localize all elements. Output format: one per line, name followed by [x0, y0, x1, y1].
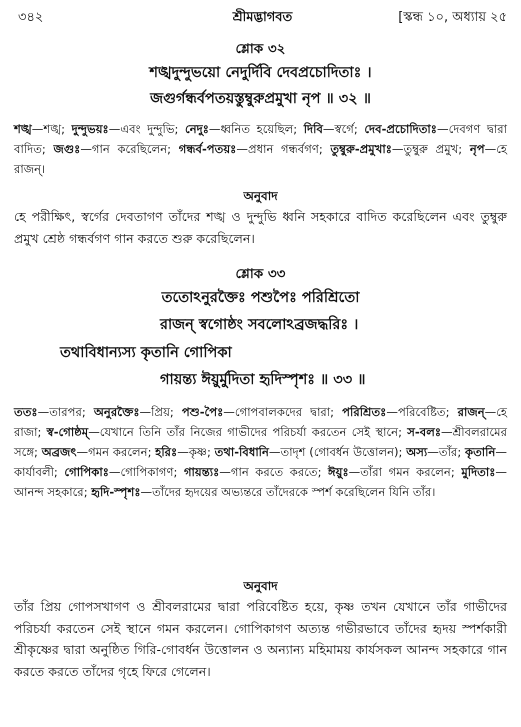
synonym-meaning: —কৃষ্ণ; [177, 445, 215, 459]
synonym-meaning: —তাঁদের হৃদয়ের অভ্যন্তরে তাঁদেরকে স্পর্শ করেছিলেন যিনি তাঁর। [140, 485, 436, 499]
synonym-meaning: —গমন করলেন; [76, 445, 156, 459]
verse-33-line-2: রাজন্ স্বগোষ্ঠং সবলোঽব্রজদ্ধরিঃ । [160, 317, 359, 333]
synonym-meaning: —যেখানে তিনি তাঁর নিজের গাভীদের পরিচর্যা করতেন সেই স্থানে; [88, 425, 408, 439]
synonym-meaning: —তাঁর; [427, 445, 465, 459]
page-number: ৩৪২ [18, 10, 44, 25]
synonym-meaning: —প্রধান গন্ধর্বগণ; [236, 142, 331, 156]
synonym-word: গোপিকাঃ [64, 465, 109, 479]
verse-33-line-1: ততোঽনুরক্তৈঃ পশুপৈঃ পরিশ্রিতো [161, 290, 360, 306]
synonym-meaning: —পরিবেষ্টিত; [386, 405, 458, 419]
synonym-word: মুদিতাঃ [461, 465, 496, 479]
synonym-word: তথা-বিধানি [214, 445, 269, 459]
synonym-meaning: —গান করতে করতে; [219, 465, 329, 479]
synonym-word: নেদুঃ [184, 122, 209, 136]
synonym-word: জগুঃ [53, 142, 81, 156]
synonym-meaning: —এবং দুন্দুভি; [108, 122, 185, 136]
verse-33-synonyms [14, 402, 507, 502]
synonym-word: দিবি [303, 122, 323, 136]
synonym-meaning: —গোপবালকদের দ্বারা; [223, 405, 343, 419]
verse-32-synonyms [14, 119, 507, 179]
synonym-meaning: —শ্রীবলরামের সঙ্গে; [14, 425, 507, 459]
synonym-word: দুন্দুভয়ঃ [71, 122, 109, 136]
synonym-meaning: —তুম্বুরু প্রমুখ; [391, 142, 470, 156]
synonym-meaning: —হে রাজন্। [14, 142, 508, 176]
section-reference: [স্কন্ধ ১০, অধ্যায় ২৫ [398, 10, 507, 25]
synonym-word: পশু-পৈঃ [181, 405, 224, 419]
synonym-meaning: —স্বর্গে; [322, 122, 365, 136]
verse-32-translation: হে পরীক্ষিৎ, স্বর্গের দেবতাগণ তাঁদের শঙ্খ ও দুন্দুভি ধ্বনি সহকারে বাদিত করেছিলেন এবং তুম্বুরু প্রমুখ শ্রেষ্ঠ গন্ধর্বগণ গান করতে শুরু করেছিলেন। [14, 209, 507, 246]
synonym-word: ঈয়ুঃ [328, 465, 349, 479]
synonym-meaning: —তাঁরা গমন করলেন; [348, 465, 462, 479]
synonym-meaning: —তারপর; [37, 405, 94, 419]
synonym-meaning: —শঙ্খ; [31, 122, 72, 136]
synonym-word: নৃপ [469, 142, 485, 156]
synonym-meaning: —তাদৃশ (গোবর্ধন উত্তোলন); [268, 445, 407, 459]
verse-32-translation-heading: অনুবাদ [243, 189, 278, 203]
verse-32-heading: শ্লোক ৩২ [235, 41, 286, 57]
synonym-word: তুম্বুরু-প্রমুখাঃ [330, 142, 392, 156]
verse-32-line-1: শঙ্খদুন্দুভয়ো নেদুর্দিবি দেবপ্রচোদিতাঃ । [149, 65, 372, 81]
synonym-word: দেব-প্রচোদিতাঃ [364, 122, 437, 136]
verse-33-heading: শ্লোক ৩৩ [235, 266, 286, 282]
synonym-word: স-বলঃ [407, 425, 442, 439]
synonym-word: হৃদি-স্পৃশঃ [91, 485, 141, 499]
synonym-word: গায়ন্ত্যঃ [183, 465, 220, 479]
synonym-meaning: —দেবগণ দ্বারা বাদিত; [14, 122, 507, 156]
synonym-word: শঙ্খ [14, 122, 32, 136]
synonym-word: রাজন্ [457, 405, 485, 419]
synonym-meaning: —প্রিয়; [139, 405, 182, 419]
synonym-meaning: —গান করেছিলেন; [80, 142, 179, 156]
synonym-meaning: —হে রাজা; [14, 405, 508, 439]
synonym-word: অনুরক্তৈঃ [93, 405, 140, 419]
synonym-word: পরিশ্রিতঃ [342, 405, 387, 419]
synonym-word: কৃতানি [464, 445, 496, 459]
synonym-meaning: —ধ্বনিত হয়েছিল; [208, 122, 304, 136]
synonym-word: গন্ধর্ব-পতয়ঃ [178, 142, 237, 156]
synonym-word: ততঃ [14, 405, 38, 419]
synonym-meaning: —গোপিকাগণ; [108, 465, 184, 479]
synonym-word: স্ব-গোষ্ঠম্ [46, 425, 89, 439]
verse-33-translation: তাঁর প্রিয় গোপসখাগণ ও শ্রীবলরামের দ্বারা পরিবেষ্টিত হয়ে, কৃষ্ণ তখন যেখানে তাঁর গাভীদের পরিচর্যা করতেন সেই স্থানে গমন করলেন। গোপিকাগণ অত্যন্ত গভীরভাবে তাঁদের হৃদয় স্পর্শকারী শ্রীকৃষ্ণের দ্বারা অনুষ্ঠিত গিরি-গোবর্ধন উত্তোলন ও অন্যান্য মহিমাময় কার্যসকল আনন্দ সহকারে গান করতে করতে তাঁদের গৃহে ফিরে গেলেন। [14, 599, 507, 679]
synonym-word: অস্য [406, 445, 428, 459]
verse-33-line-4: গায়ন্ত্য ঈয়ুর্মুদিতা হৃদিস্পৃশঃ ॥ ৩৩ ॥ [160, 372, 366, 388]
verse-32-line-2: জগুর্গন্ধর্বপতয়স্তুম্বুরুপ্রমুখা নৃপ ॥ ৩২ ॥ [150, 91, 371, 107]
page-header [18, 6, 507, 28]
synonym-meaning: —কার্যাবলী; [14, 445, 507, 479]
synonym-word: অব্রজৎ [41, 445, 77, 459]
verse-33-line-3: তথাবিধান্যস্য কৃতানি গোপিকা [60, 345, 232, 361]
book-title: শ্রীমদ্ভাগবত [232, 10, 293, 25]
synonym-meaning: —আনন্দ সহকারে; [14, 465, 507, 499]
verse-33-translation-heading: অনুবাদ [243, 579, 278, 593]
synonym-word: হরিঃ [155, 445, 178, 459]
